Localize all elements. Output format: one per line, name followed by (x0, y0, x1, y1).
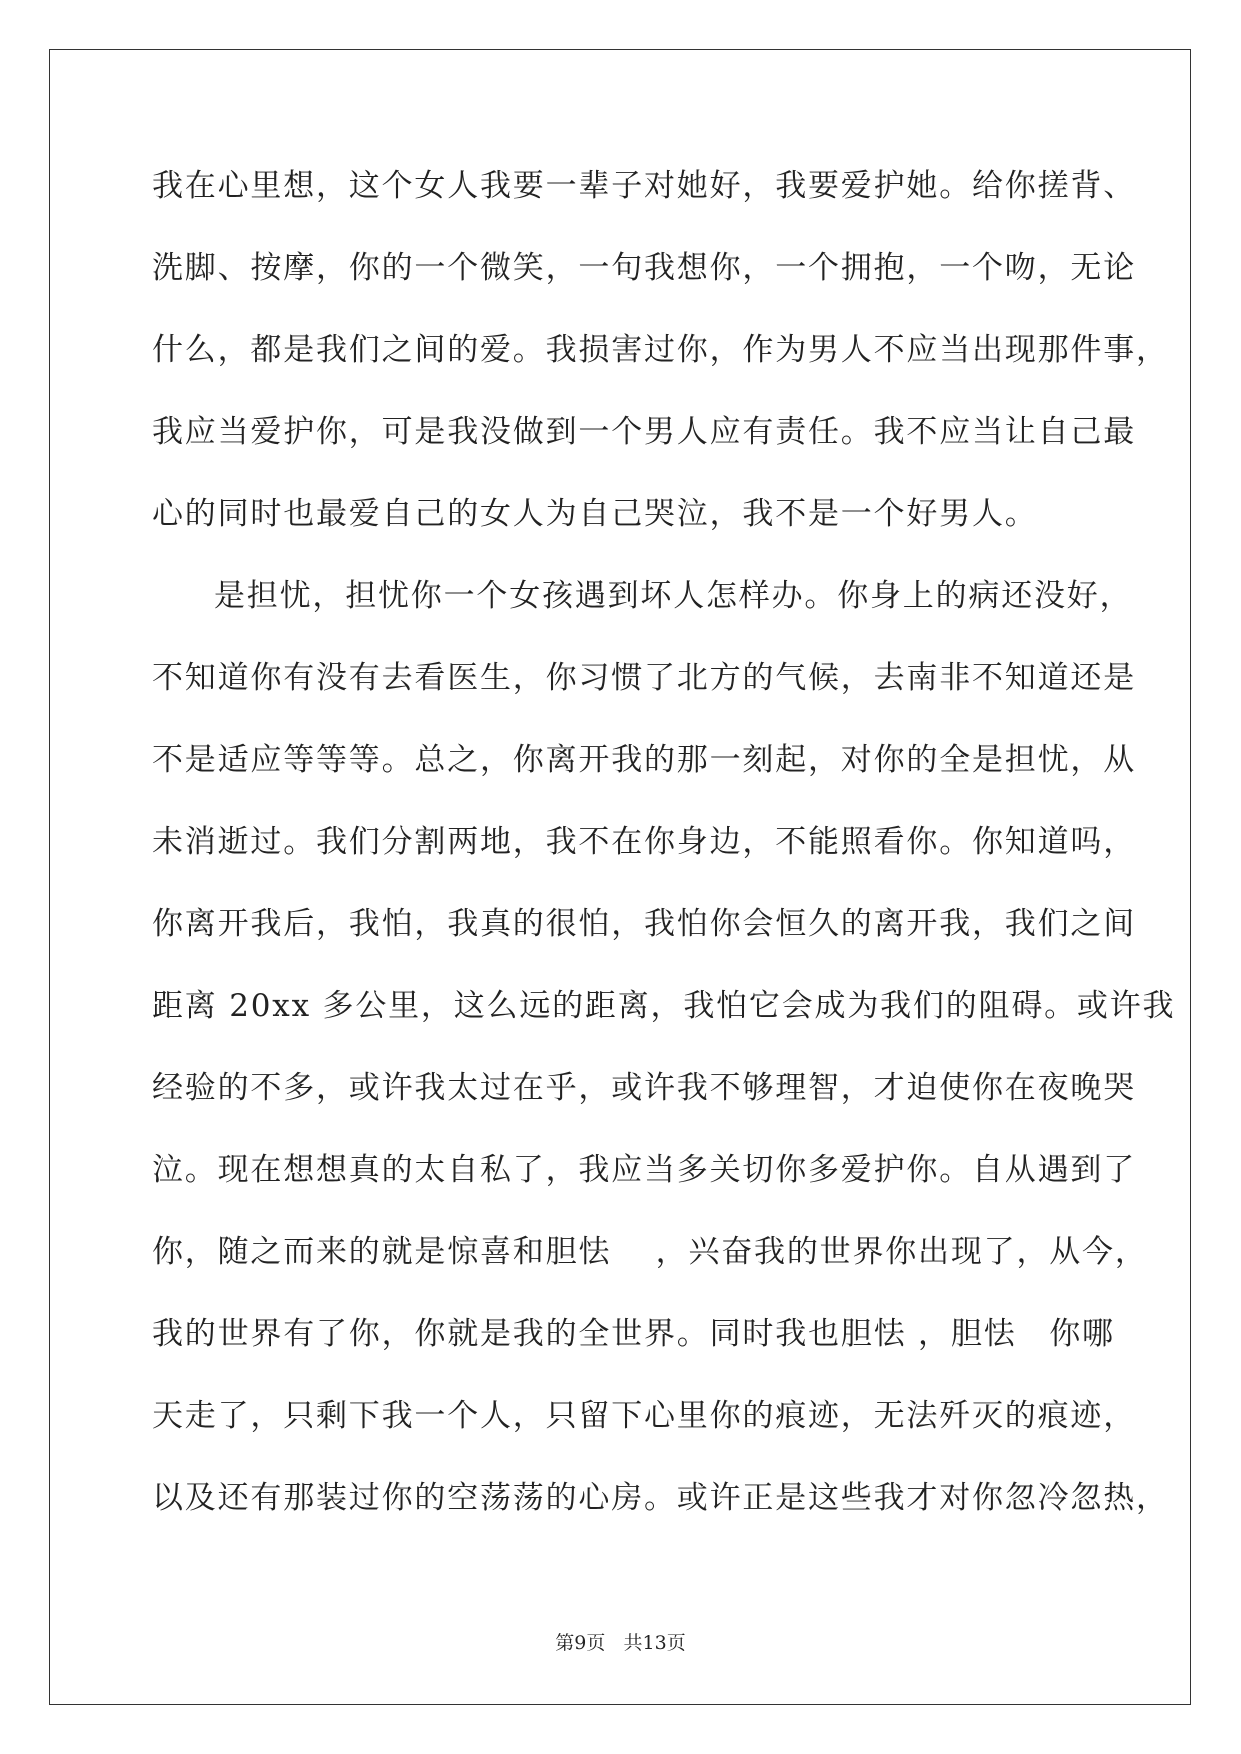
text-line: 未消逝过。我们分割两地，我不在你身边，不能照看你。你知道吗， (152, 824, 1136, 860)
page-label-prefix: 第 (555, 1632, 575, 1654)
paragraph-start-line: 是担忧，担忧你一个女孩遇到坏人怎样办。你身上的病还没好， (214, 578, 1133, 614)
page-footer (0, 1628, 1241, 1655)
text-line: 不是适应等等等。总之，你离开我的那一刻起，对你的全是担忧，从 (152, 742, 1136, 778)
text-line: 洗脚、按摩，你的一个微笑，一句我想你，一个拥抱，一个吻，无论 (152, 250, 1136, 286)
page-number: 9 (574, 1632, 587, 1654)
text-line: 什么，都是我们之间的爱。我损害过你，作为男人不应当出现那件事， (152, 332, 1169, 368)
text-line: 经验的不多，或许我太过在乎，或许我不够理智，才迫使你在夜晚哭 (152, 1070, 1136, 1106)
text-line: 我应当爱护你，可是我没做到一个男人应有责任。我不应当让自己最 (152, 414, 1136, 450)
text-line: 我的世界有了你，你就是我的全世界。同时我也胆怯 ，胆怯 你哪 (152, 1316, 1115, 1352)
text-line: 距离 20xx 多公里，这么远的距离，我怕它会成为我们的阻碍。或许我 (152, 988, 1176, 1024)
text-line: 以及还有那装过你的空荡荡的心房。或许正是这些我才对你忽冷忽热， (152, 1480, 1169, 1516)
text-line: 你，随之而来的就是惊喜和胆怯 ，兴奋我的世界你出现了，从今， (152, 1234, 1148, 1270)
document-body (152, 145, 1176, 1539)
total-label-suffix: 页 (666, 1632, 686, 1654)
text-line: 天走了，只剩下我一个人，只留下心里你的痕迹，无法歼灭的痕迹， (152, 1398, 1136, 1434)
text-line: 不知道你有没有去看医生，你习惯了北方的气候，去南非不知道还是 (152, 660, 1136, 696)
text-line: 你离开我后，我怕，我真的很怕，我怕你会恒久的离开我，我们之间 (152, 906, 1136, 942)
page-label-suffix: 页 (586, 1632, 606, 1654)
total-label-prefix: 共 (623, 1632, 643, 1654)
text-line: 我在心里想，这个女人我要一辈子对她好，我要爱护她。给你搓背、 (152, 168, 1136, 204)
text-line: 泣。现在想想真的太自私了，我应当多关切你多爱护你。自从遇到了 (152, 1152, 1136, 1188)
page-total: 13 (642, 1632, 667, 1654)
text-line: 心的同时也最爱自己的女人为自己哭泣，我不是一个好男人。 (152, 496, 1038, 532)
